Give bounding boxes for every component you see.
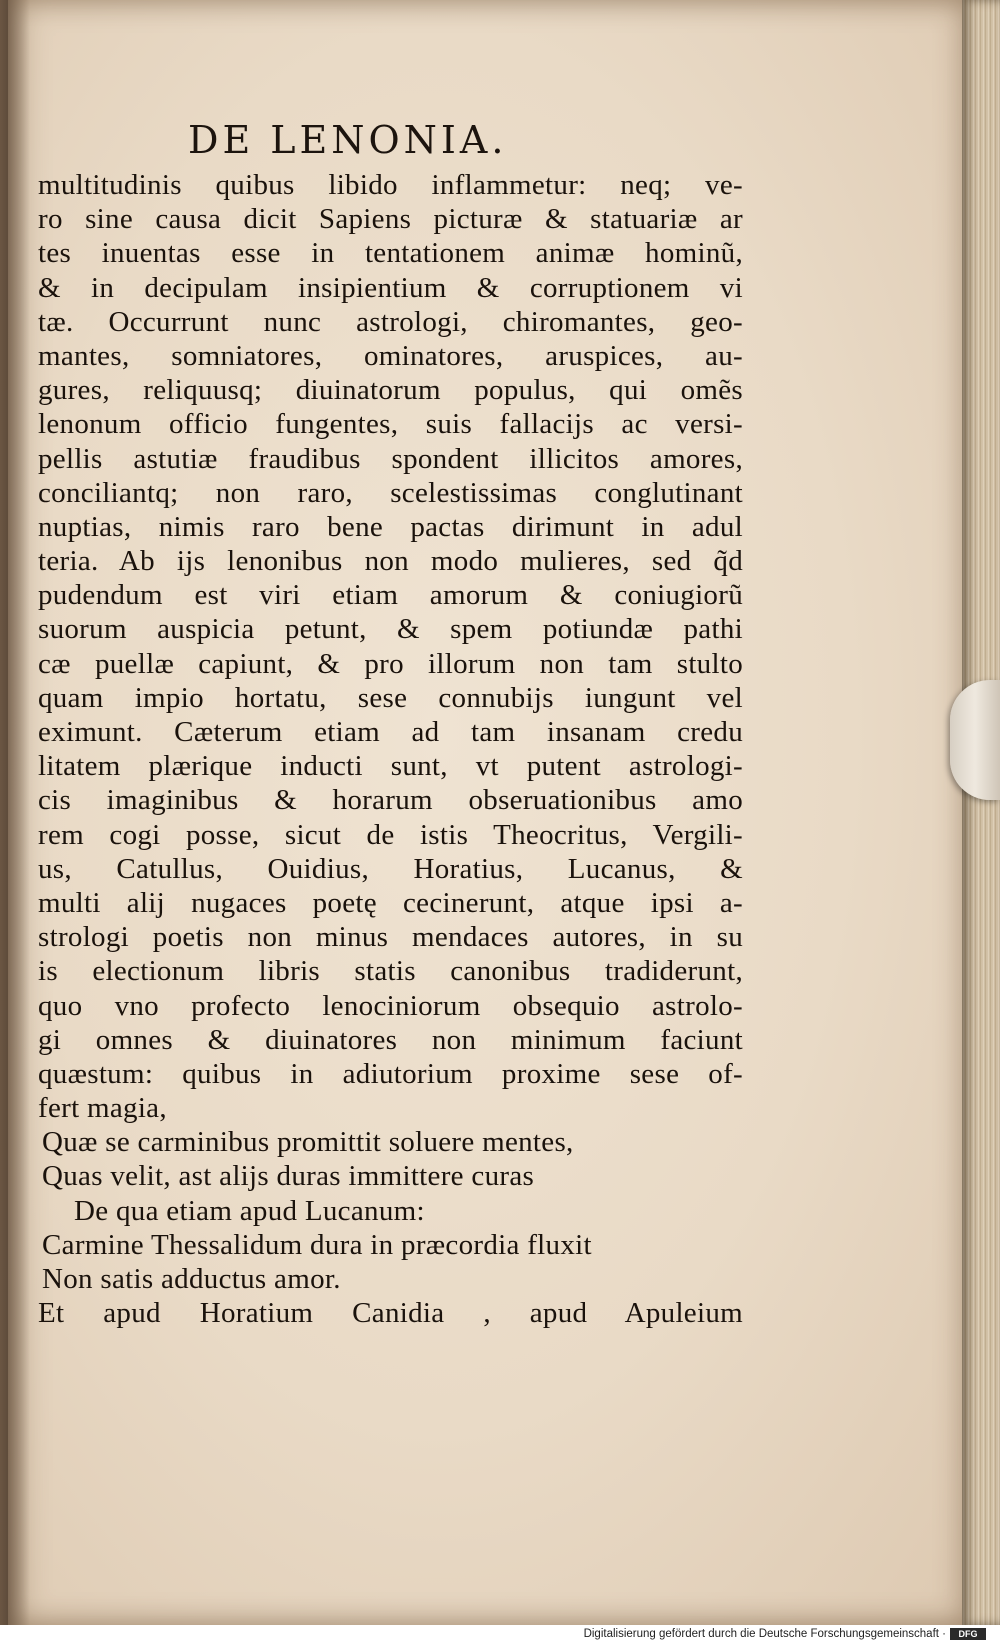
text-line: gi omnes & diuinatores non minimum faciunt	[38, 1023, 743, 1056]
text-line: De qua etiam apud Lucanum:	[74, 1194, 425, 1227]
text-line: quæstum: quibus in adiutorium proxime sese of-	[38, 1057, 743, 1090]
text-line: multitudinis quibus libido inflammetur: neq; ve-	[38, 169, 743, 201]
text-line: multi alij nugaces poetę cecinerunt, atque ipsi a-	[38, 886, 743, 919]
digitization-footer	[0, 1625, 1000, 1643]
text-line: Et apud Horatium Canidia , apud Apuleium	[38, 1297, 743, 1330]
text-line: quo vno profecto lenociniorum obsequio astrolo-	[38, 989, 743, 1022]
text-line: is electionum libris statis canonibus tradiderunt,	[38, 955, 743, 988]
text-line: & in decipulam insipientium & corruptionem vi	[38, 271, 743, 304]
dfg-logo: DFG	[950, 1628, 986, 1640]
text-line: teria. Ab ijs lenonibus non modo mulieres, sed q̃d	[38, 545, 743, 578]
verse-line: Quas velit, ast alijs duras immittere curas	[42, 1160, 535, 1193]
text-line: suorum auspicia petunt, & spem potiundæ pathi	[38, 613, 743, 646]
text-line: pudendum est viri etiam amorum & coniugiorũ	[38, 579, 743, 612]
text-line: fert magia,	[38, 1092, 167, 1125]
verse-line: Carmine Thessalidum dura in præcordia fluxit	[42, 1228, 592, 1261]
page-fore-edge	[962, 0, 1000, 1625]
book-clasp	[950, 680, 1000, 800]
text-line: cæ puellæ capiunt, & pro illorum non tam stulto	[38, 647, 743, 680]
verse-line: Quæ se carminibus promittit soluere mentes,	[42, 1126, 574, 1159]
body-text	[38, 168, 743, 1330]
text-line: us, Catullus, Ouidius, Horatius, Lucanus, &	[38, 852, 743, 885]
text-line: tæ. Occurrunt nunc astrologi, chiromantes, geo-	[38, 305, 743, 338]
text-line: gures, reliquusq; diuinatorum populus, qui omẽs	[38, 374, 743, 407]
text-line: lenonum officio fungentes, suis fallacijs ac versi-	[38, 408, 743, 441]
text-line: pellis astutiæ fraudibus spondent illicitos amores,	[38, 442, 743, 475]
text-line: cis imaginibus & horarum obseruationibus amo	[38, 784, 743, 817]
text-line: nuptias, nimis raro bene pactas dirimunt in adul	[38, 510, 743, 543]
text-line: eximunt. Cæterum etiam ad tam insanam credu	[38, 716, 743, 748]
funding-credit: Digitalisierung gefördert durch die Deutsche Forschungsgemeinschaft ·	[583, 1628, 946, 1640]
text-line: litatem plærique inducti sunt, vt putent astrologi-	[38, 750, 743, 783]
text-line: conciliantq; non raro, scelestissimas conglutinant	[38, 476, 743, 509]
running-head: DE LENONIA.	[188, 118, 508, 162]
text-line: ro sine causa dicit Sapiens picturæ & statuariæ ar	[38, 203, 743, 236]
text-line: quam impio hortatu, sese connubijs iungunt vel	[38, 681, 743, 714]
text-line: strologi poetis non minus mendaces autores, in su	[38, 921, 743, 954]
text-line: tes inuentas esse in tentationem animæ hominũ,	[38, 237, 743, 270]
text-line: rem cogi posse, sicut de istis Theocritus, Vergili-	[38, 818, 743, 851]
gutter-shadow	[0, 0, 30, 1625]
text-line: mantes, somniatores, ominatores, aruspices, au-	[38, 339, 743, 372]
verse-line: Non satis adductus amor.	[42, 1263, 341, 1295]
